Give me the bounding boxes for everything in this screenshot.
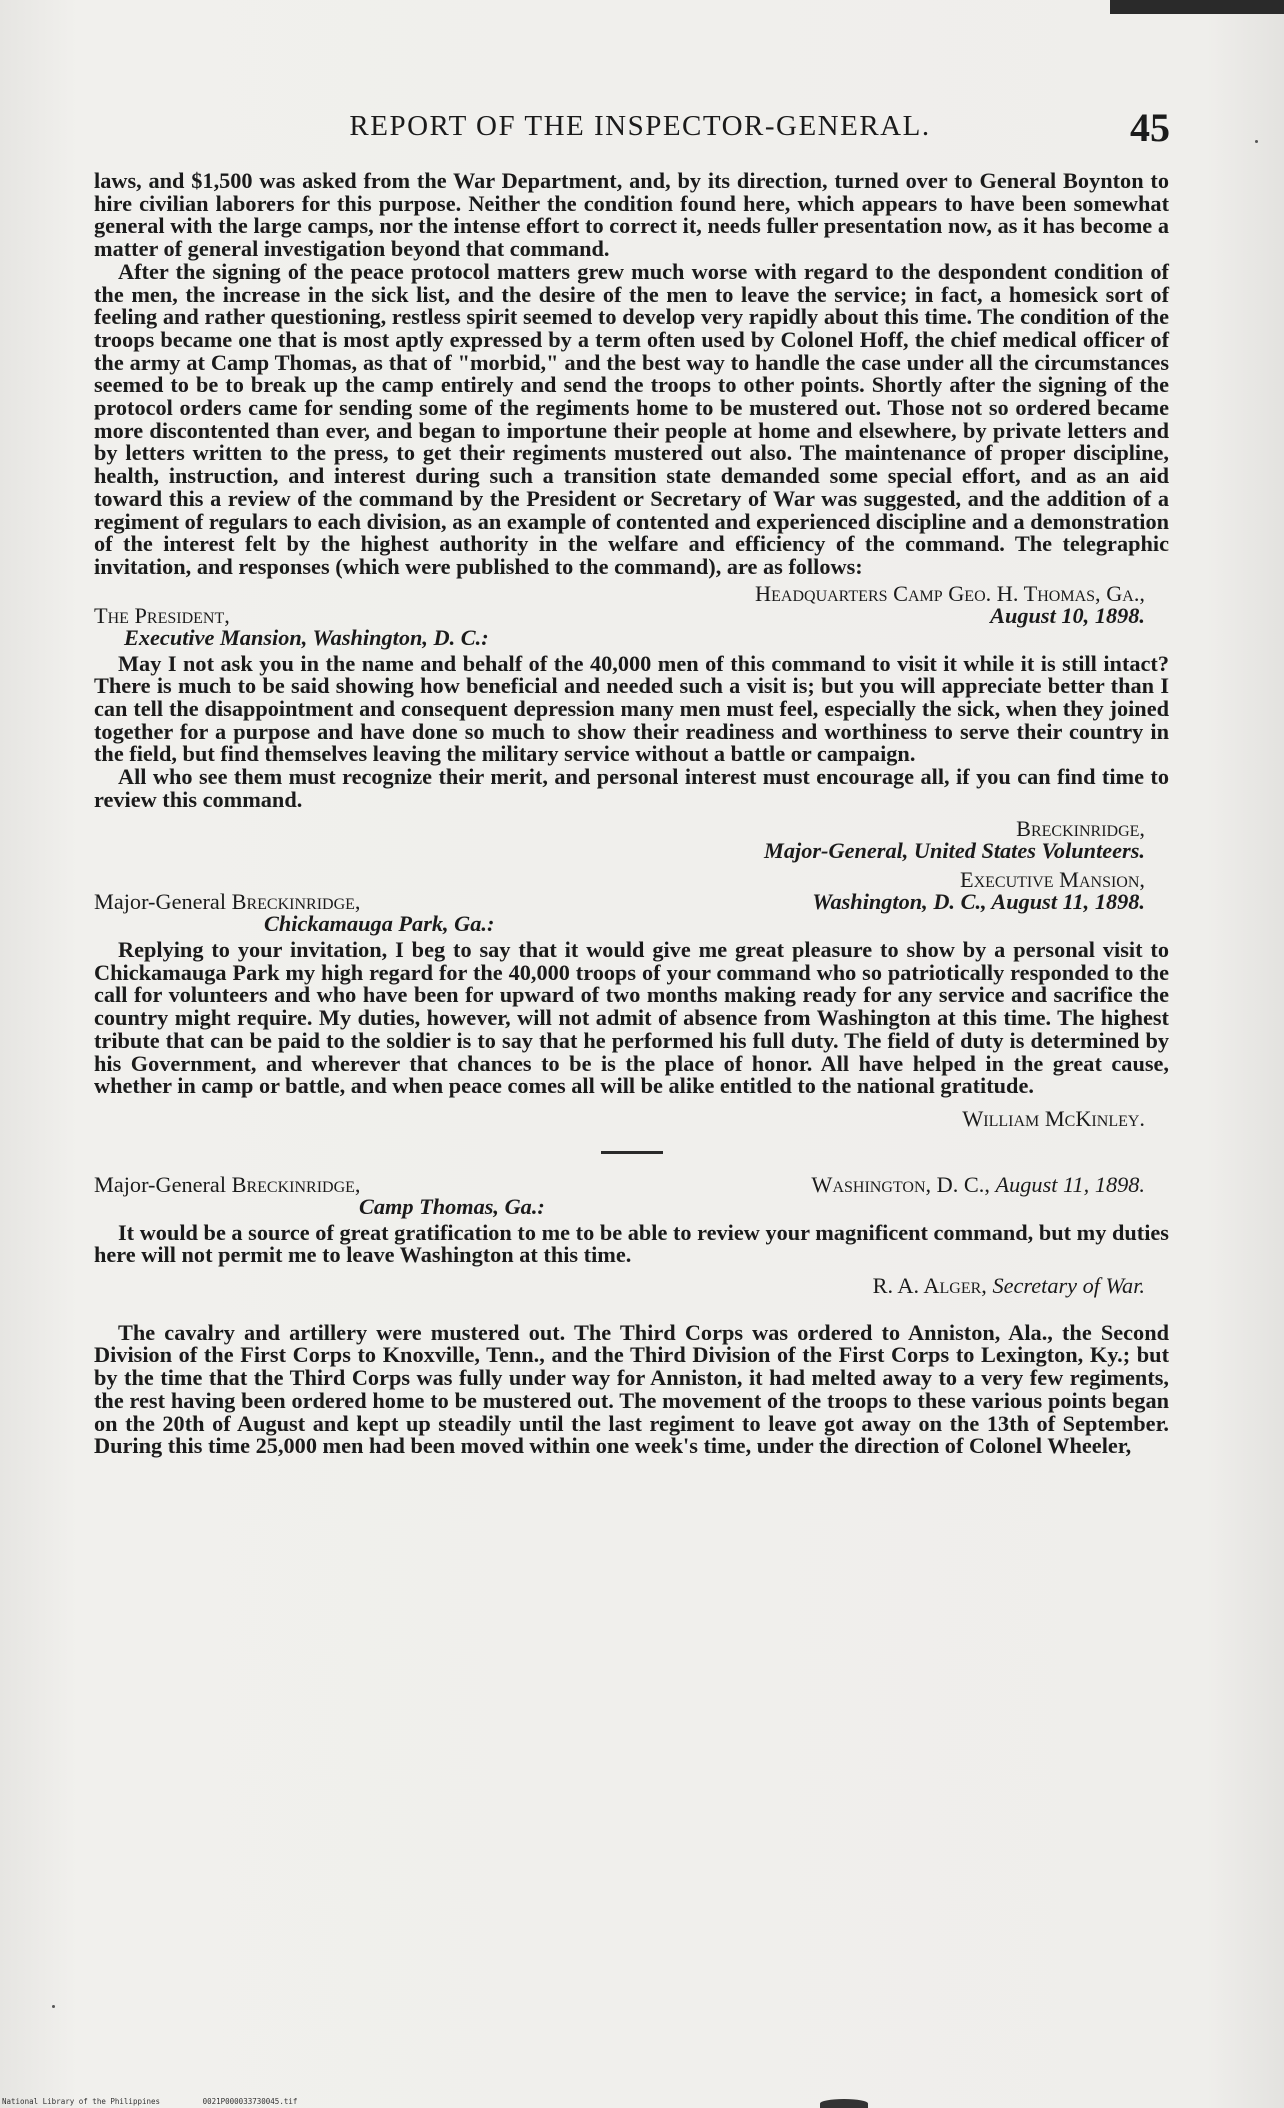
footer-file: 0021P000033730045.tif <box>202 2097 298 2106</box>
signature-title: Secretary of War. <box>992 1273 1145 1299</box>
letter-date: Washington, D. C., August 11, 1898. <box>812 888 1145 914</box>
letter-place: Headquarters Camp Geo. H. Thomas, Ga., <box>755 580 1145 606</box>
letter-heading <box>94 580 1169 653</box>
scan-speck <box>52 2005 55 2008</box>
scan-mark <box>820 2099 868 2108</box>
paragraph: The cavalry and artillery were mustered out. The Third Corps was ordered to Anniston, Ala., the Second Division of the First Corps to Knoxville, Tenn., and the Third Division of the First Corps to Lexington, Ky.; but by the time that the Third Corps was fully under way for Anniston, it had melted away to a very few regiments, the rest having been ordered home to be mustered out. The movement of the troops to these various points began on the 20th of August and kept up steadily until the last regiment to leave got away on the 13th of September. During this time 25,000 men had been moved within one week's time, under the direction of Colonel Wheeler, <box>94 1319 1169 1459</box>
letter-heading <box>94 866 1169 939</box>
addressee-name: Breckinridge, <box>231 1171 361 1197</box>
signature <box>94 1275 1145 1298</box>
signature: Breckinridge, <box>1016 815 1145 841</box>
letter-body: It would be a source of great gratification to me to be able to review your magnificent command, but my duties here will not permit me to leave Washington at this time. <box>94 1219 1169 1268</box>
letter-date: August 10, 1898. <box>990 602 1145 628</box>
signature: William McKinley. <box>962 1105 1145 1131</box>
letter-addressee <box>94 1171 361 1197</box>
running-head: REPORT OF THE INSPECTOR-GENERAL. <box>349 110 931 142</box>
letter-addressee <box>94 602 230 628</box>
paragraph: laws, and $1,500 was asked from the War Department, and, by its direction, turned over to General Boynton to hire civilian laborers for this purpose. Neither the condition found here, which appears to have been somewhat general with the large camps, nor the intense effort to correct it, needs fuller presentation now, as it has become a matter of general investigation beyond that command. <box>94 168 1169 262</box>
scan-edge <box>1110 0 1284 14</box>
letter-address: Camp Thomas, Ga.: <box>359 1193 545 1219</box>
letter-body: All who see them must recognize their merit, and personal interest must encourage all, if you can find time to review this command. <box>94 764 1169 812</box>
scan-footer <box>2 2097 335 2106</box>
letter-date-line <box>811 1171 1145 1197</box>
page-body <box>94 170 1169 1458</box>
scan-speck <box>1255 140 1258 143</box>
addressee-prefix: Major-General <box>94 1171 227 1197</box>
section-divider <box>601 1151 663 1154</box>
letter-address: Chickamauga Park, Ga.: <box>264 910 495 936</box>
letter-place: Executive Mansion, <box>959 866 1145 892</box>
footer-library: National Library of the Philippines <box>2 2097 161 2106</box>
addressee-prefix: Major-General <box>94 888 227 914</box>
letter-date: August 11, 1898. <box>995 1171 1145 1197</box>
addressee-name: The President, <box>94 602 230 628</box>
signature-name: R. A. Alger, <box>872 1273 987 1299</box>
addressee-name: Breckinridge, <box>231 888 361 914</box>
letter-place: Washington, D. C., <box>811 1171 990 1197</box>
page-header <box>100 104 1180 152</box>
signature-title: Major-General, United States Volunteers. <box>764 838 1145 864</box>
page-number: 45 <box>1130 105 1170 150</box>
letter-body: Replying to your invitation, I beg to say that it would give me great pleasure to show by a personal visit to Chickamauga Park my high regard for the 40,000 troops of your command who so patriotically responded to the call for volunteers and who have been for upward of two months making ready for any service and sacrifice the country might require. My duties, however, will not admit of absence from Washington at this time. The highest tribute that can be paid to the soldier is to say that he performed his full duty. The field of duty is determined by his Government, and wherever that chances to be is the place of honor. All have helped in the great cause, whether in camp or battle, and when peace comes all will be alike entitled to the national gratitude. <box>94 936 1169 1099</box>
letter-body: May I not ask you in the name and behalf of the 40,000 men of this command to visit it while it is still intact? There is much to be said showing how beneficial and needed such a visit is; but you will appreciate better than I can tell the disappointment and consequent depression many men must feel, especially the sick, when they joined together for a purpose and have done so much to show their readiness and worthiness to serve their country in the field, but find themselves leaving the military service without a battle or campaign. <box>94 650 1169 767</box>
letter-address: Executive Mansion, Washington, D. C.: <box>124 624 489 650</box>
letter-heading <box>94 1171 1169 1222</box>
paragraph: After the signing of the peace protocol matters grew much worse with regard to the despondent condition of the men, the increase in the sick list, and the desire of the men to leave the service; in fact, a homesick sort of feeling and rather questioning, restless spirit seemed to develop very rapidly about this time. The condition of the troops became one that is most aptly expressed by a term often used by Colonel Hoff, the chief medical officer of the army at Camp Thomas, as that of "morbid," and the best way to handle the case under all the circumstances seemed to be to break up the camp entirely and send the troops to other points. Shortly after the signing of the protocol orders came for sending some of the regiments home to be mustered out. Those not so ordered became more discontented than ever, and began to importune their people at home and elsewhere, by private letters and by letters written to the press, to get their regiments mustered out also. The maintenance of proper discipline, health, instruction, and interest during such a transition state demanded some special effort, and as an aid toward this a review of the command by the President or Secretary of War was suggested, and the addition of a regiment of regulars to each division, as an example of contented and experienced discipline and a demonstration of the interest felt by the highest authority in the welfare and efficiency of the command. The telegraphic invitation, and responses (which were published to the command), are as follows: <box>94 258 1169 579</box>
